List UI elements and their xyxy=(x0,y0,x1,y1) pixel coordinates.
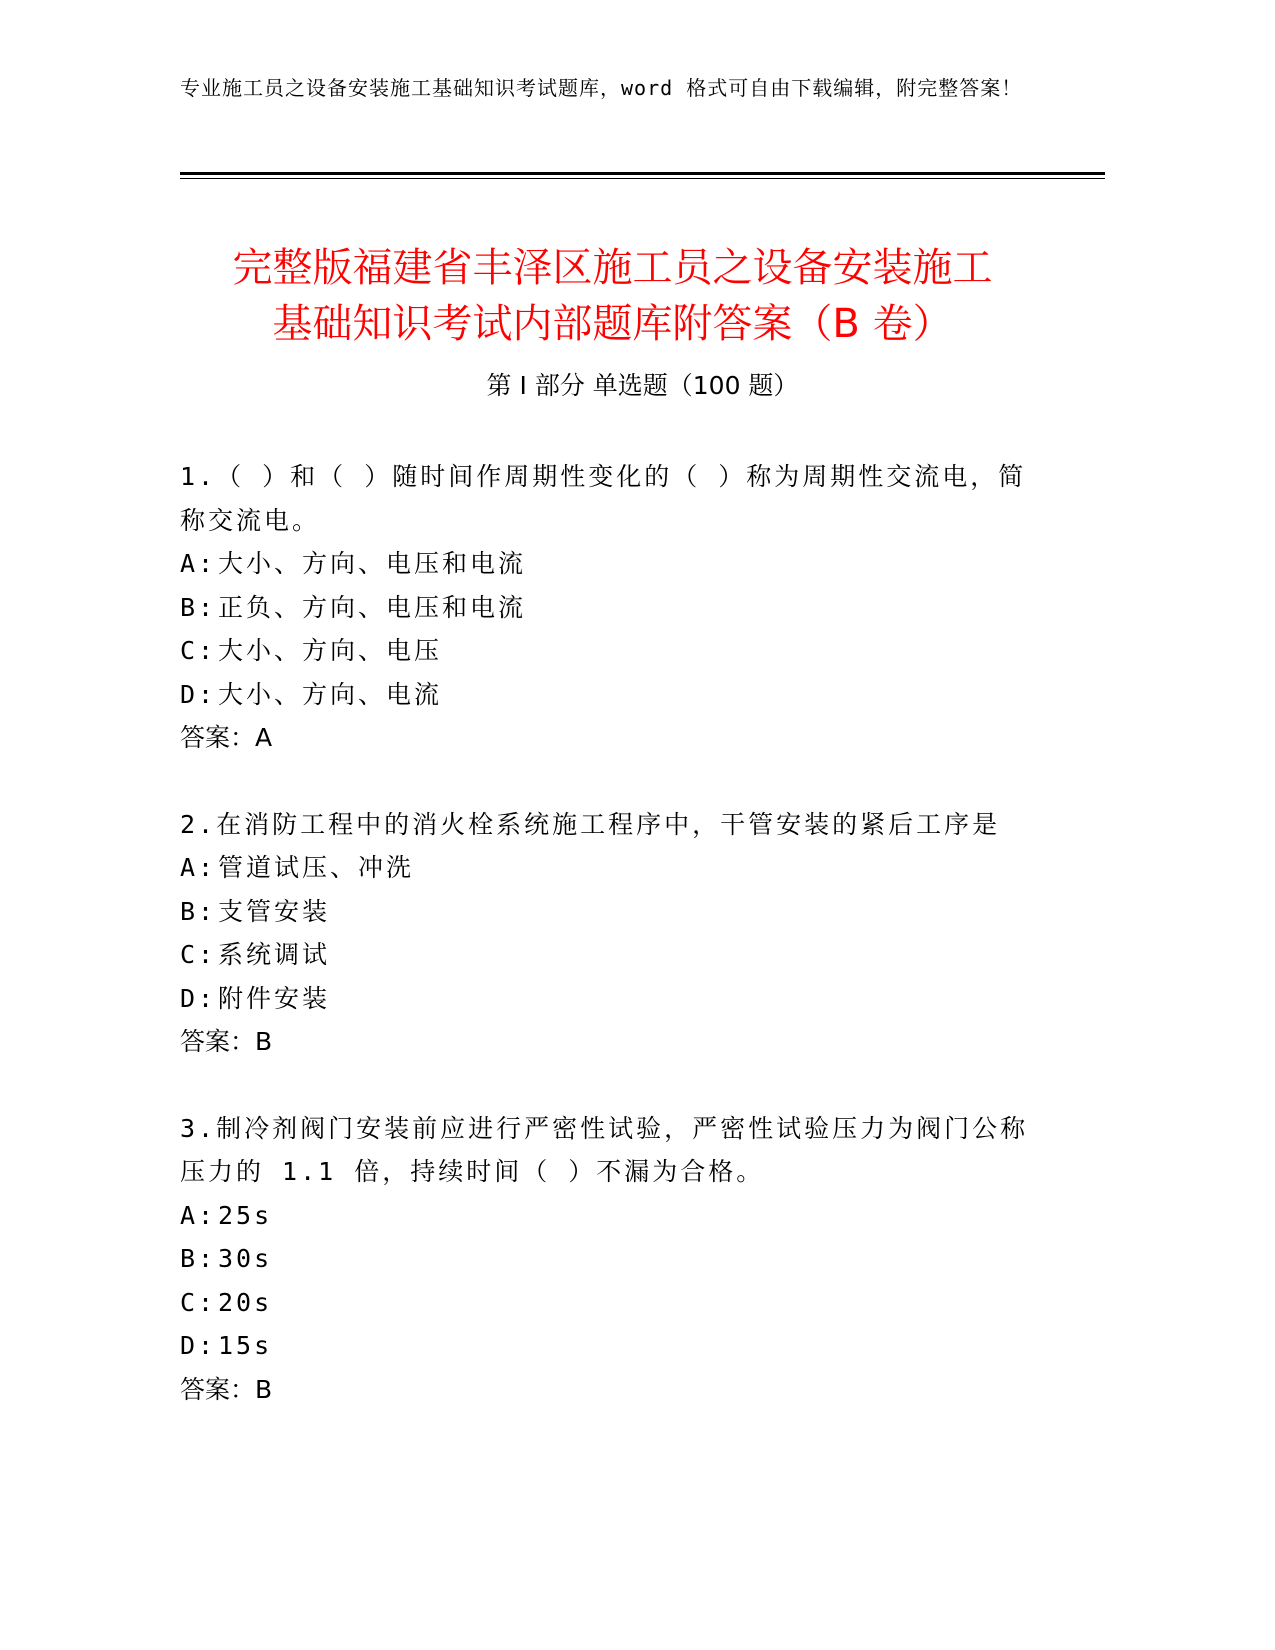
option-text: 25s xyxy=(218,1200,273,1230)
header-divider-thick xyxy=(180,172,1105,175)
option-letter: C: xyxy=(180,636,217,665)
document-title-line-2: 基础知识考试内部题库附答案（B 卷） xyxy=(272,300,953,347)
answer-line: 答案：A xyxy=(180,723,273,752)
question-text: 1.（ ）和（ ）随时间作周期性变化的（ ）称为周期性交流电，简称交流电。 xyxy=(180,462,1027,535)
option-text: 20s xyxy=(218,1287,273,1317)
option-text: 支管安装 xyxy=(218,896,331,926)
option-b xyxy=(180,586,1040,630)
question-2 xyxy=(180,803,1040,1064)
option-c xyxy=(180,1281,1040,1325)
option-c xyxy=(180,933,1040,977)
option-letter: D: xyxy=(180,1331,217,1360)
option-text: 附件安装 xyxy=(218,983,331,1013)
question-text: 2.在消防工程中的消火栓系统施工程序中，干管安装的紧后工序是 xyxy=(180,809,1001,839)
option-b xyxy=(180,1237,1040,1281)
option-letter: B: xyxy=(180,896,217,926)
option-d xyxy=(180,673,1040,717)
option-letter: A: xyxy=(180,853,217,882)
answer-line: 答案：B xyxy=(180,1027,273,1056)
option-letter: D: xyxy=(180,983,217,1013)
option-b xyxy=(180,890,1040,934)
option-letter: B: xyxy=(180,592,217,622)
option-d xyxy=(180,1324,1040,1368)
option-letter: B: xyxy=(180,1244,217,1273)
option-letter: C: xyxy=(180,1287,217,1317)
option-text: 管道试压、冲洗 xyxy=(218,853,415,882)
option-letter: D: xyxy=(180,679,217,709)
option-text: 15s xyxy=(218,1331,273,1360)
option-letter: A: xyxy=(180,549,217,578)
option-a xyxy=(180,1194,1040,1238)
option-text: 大小、方向、电压 xyxy=(218,636,443,665)
option-a xyxy=(180,846,1040,890)
question-1 xyxy=(180,455,1040,760)
option-letter: A: xyxy=(180,1200,217,1230)
header-divider-thin xyxy=(180,178,1105,179)
option-c xyxy=(180,629,1040,673)
question-3 xyxy=(180,1107,1040,1412)
section-title: 第 I 部分 单选题（100 题） xyxy=(486,371,799,400)
option-text: 30s xyxy=(218,1244,273,1273)
document-title xyxy=(150,240,1075,352)
question-list xyxy=(180,455,1040,1454)
option-a xyxy=(180,542,1040,586)
option-text: 系统调试 xyxy=(218,940,331,969)
option-text: 大小、方向、电流 xyxy=(218,679,443,709)
question-text: 3.制冷剂阀门安装前应进行严密性试验，严密性试验压力为阀门公称压力的 1.1 倍，持续时间（ ）不漏为合格。 xyxy=(180,1113,1029,1186)
option-text: 大小、方向、电压和电流 xyxy=(218,549,527,578)
answer-line: 答案：B xyxy=(180,1374,273,1404)
document-title-line-1: 完整版福建省丰泽区施工员之设备安装施工 xyxy=(232,244,993,291)
option-text: 正负、方向、电压和电流 xyxy=(218,592,527,622)
option-letter: C: xyxy=(180,940,217,969)
option-d xyxy=(180,977,1040,1021)
header-note: 专业施工员之设备安装施工基础知识考试题库，word 格式可自由下载编辑，附完整答案！ xyxy=(180,76,1023,100)
